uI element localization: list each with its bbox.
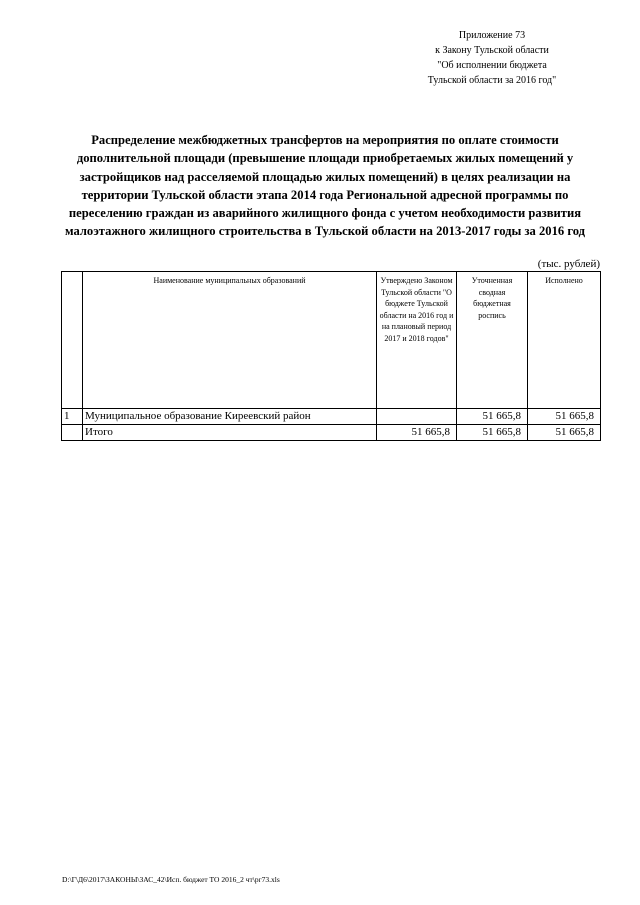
appendix-line: к Закону Тульской области <box>435 45 549 56</box>
appendix-line: Приложение 73 <box>458 30 526 41</box>
table-row-total <box>62 425 601 441</box>
units-label: (тыс. рублей) <box>537 258 600 270</box>
header-refined: Уточненная сводная бюджетная роспись <box>457 272 528 409</box>
appendix-line: "Об исполнении бюджета <box>437 60 547 71</box>
row-executed: 51 665,8 <box>528 409 601 425</box>
row-approved <box>377 409 457 425</box>
row-executed: 51 665,8 <box>528 425 601 441</box>
table-header-row <box>62 272 601 409</box>
row-refined: 51 665,8 <box>457 409 528 425</box>
table-row <box>62 409 601 425</box>
appendix-line: Тульской области за 2016 год" <box>427 75 557 86</box>
header-number <box>62 272 83 409</box>
header-executed: Исполнено <box>528 272 601 409</box>
file-path-footer: D:\Г\Д6\2017\ЗАКОНЫ\ЗАС_42\Исп. бюджет ТО 2016_2 чт\рг73.xls <box>62 875 280 884</box>
document-title: Распределение межбюджетных трансфертов на мероприятия по оплате стоимости дополнительной площади (превышение площади приобретаемых жилых помещений у застройщиков над расселяемой площадью жилых помещений) в целях реализации на территории Тульской области этапа 2014 года Региональной адресной программы по переселению граждан из аварийного жилищного фонда с учетом необходимости развития малоэтажного жилищного строительства в Тульской области на 2013-2017 годы за 2016 год <box>64 133 586 239</box>
header-name: Наименование муниципальных образований <box>83 272 377 409</box>
row-approved: 51 665,8 <box>377 425 457 441</box>
transfers-table <box>61 271 601 441</box>
appendix-note <box>392 28 592 88</box>
row-name: Муниципальное образование Киреевский район <box>83 409 377 425</box>
row-name: Итого <box>83 425 377 441</box>
row-number <box>62 425 83 441</box>
row-number: 1 <box>62 409 83 425</box>
header-approved: Утверждено Законом Тульской области "О бюджете Тульской области на 2016 год и на плановый период 2017 и 2018 годов" <box>377 272 457 409</box>
row-refined: 51 665,8 <box>457 425 528 441</box>
